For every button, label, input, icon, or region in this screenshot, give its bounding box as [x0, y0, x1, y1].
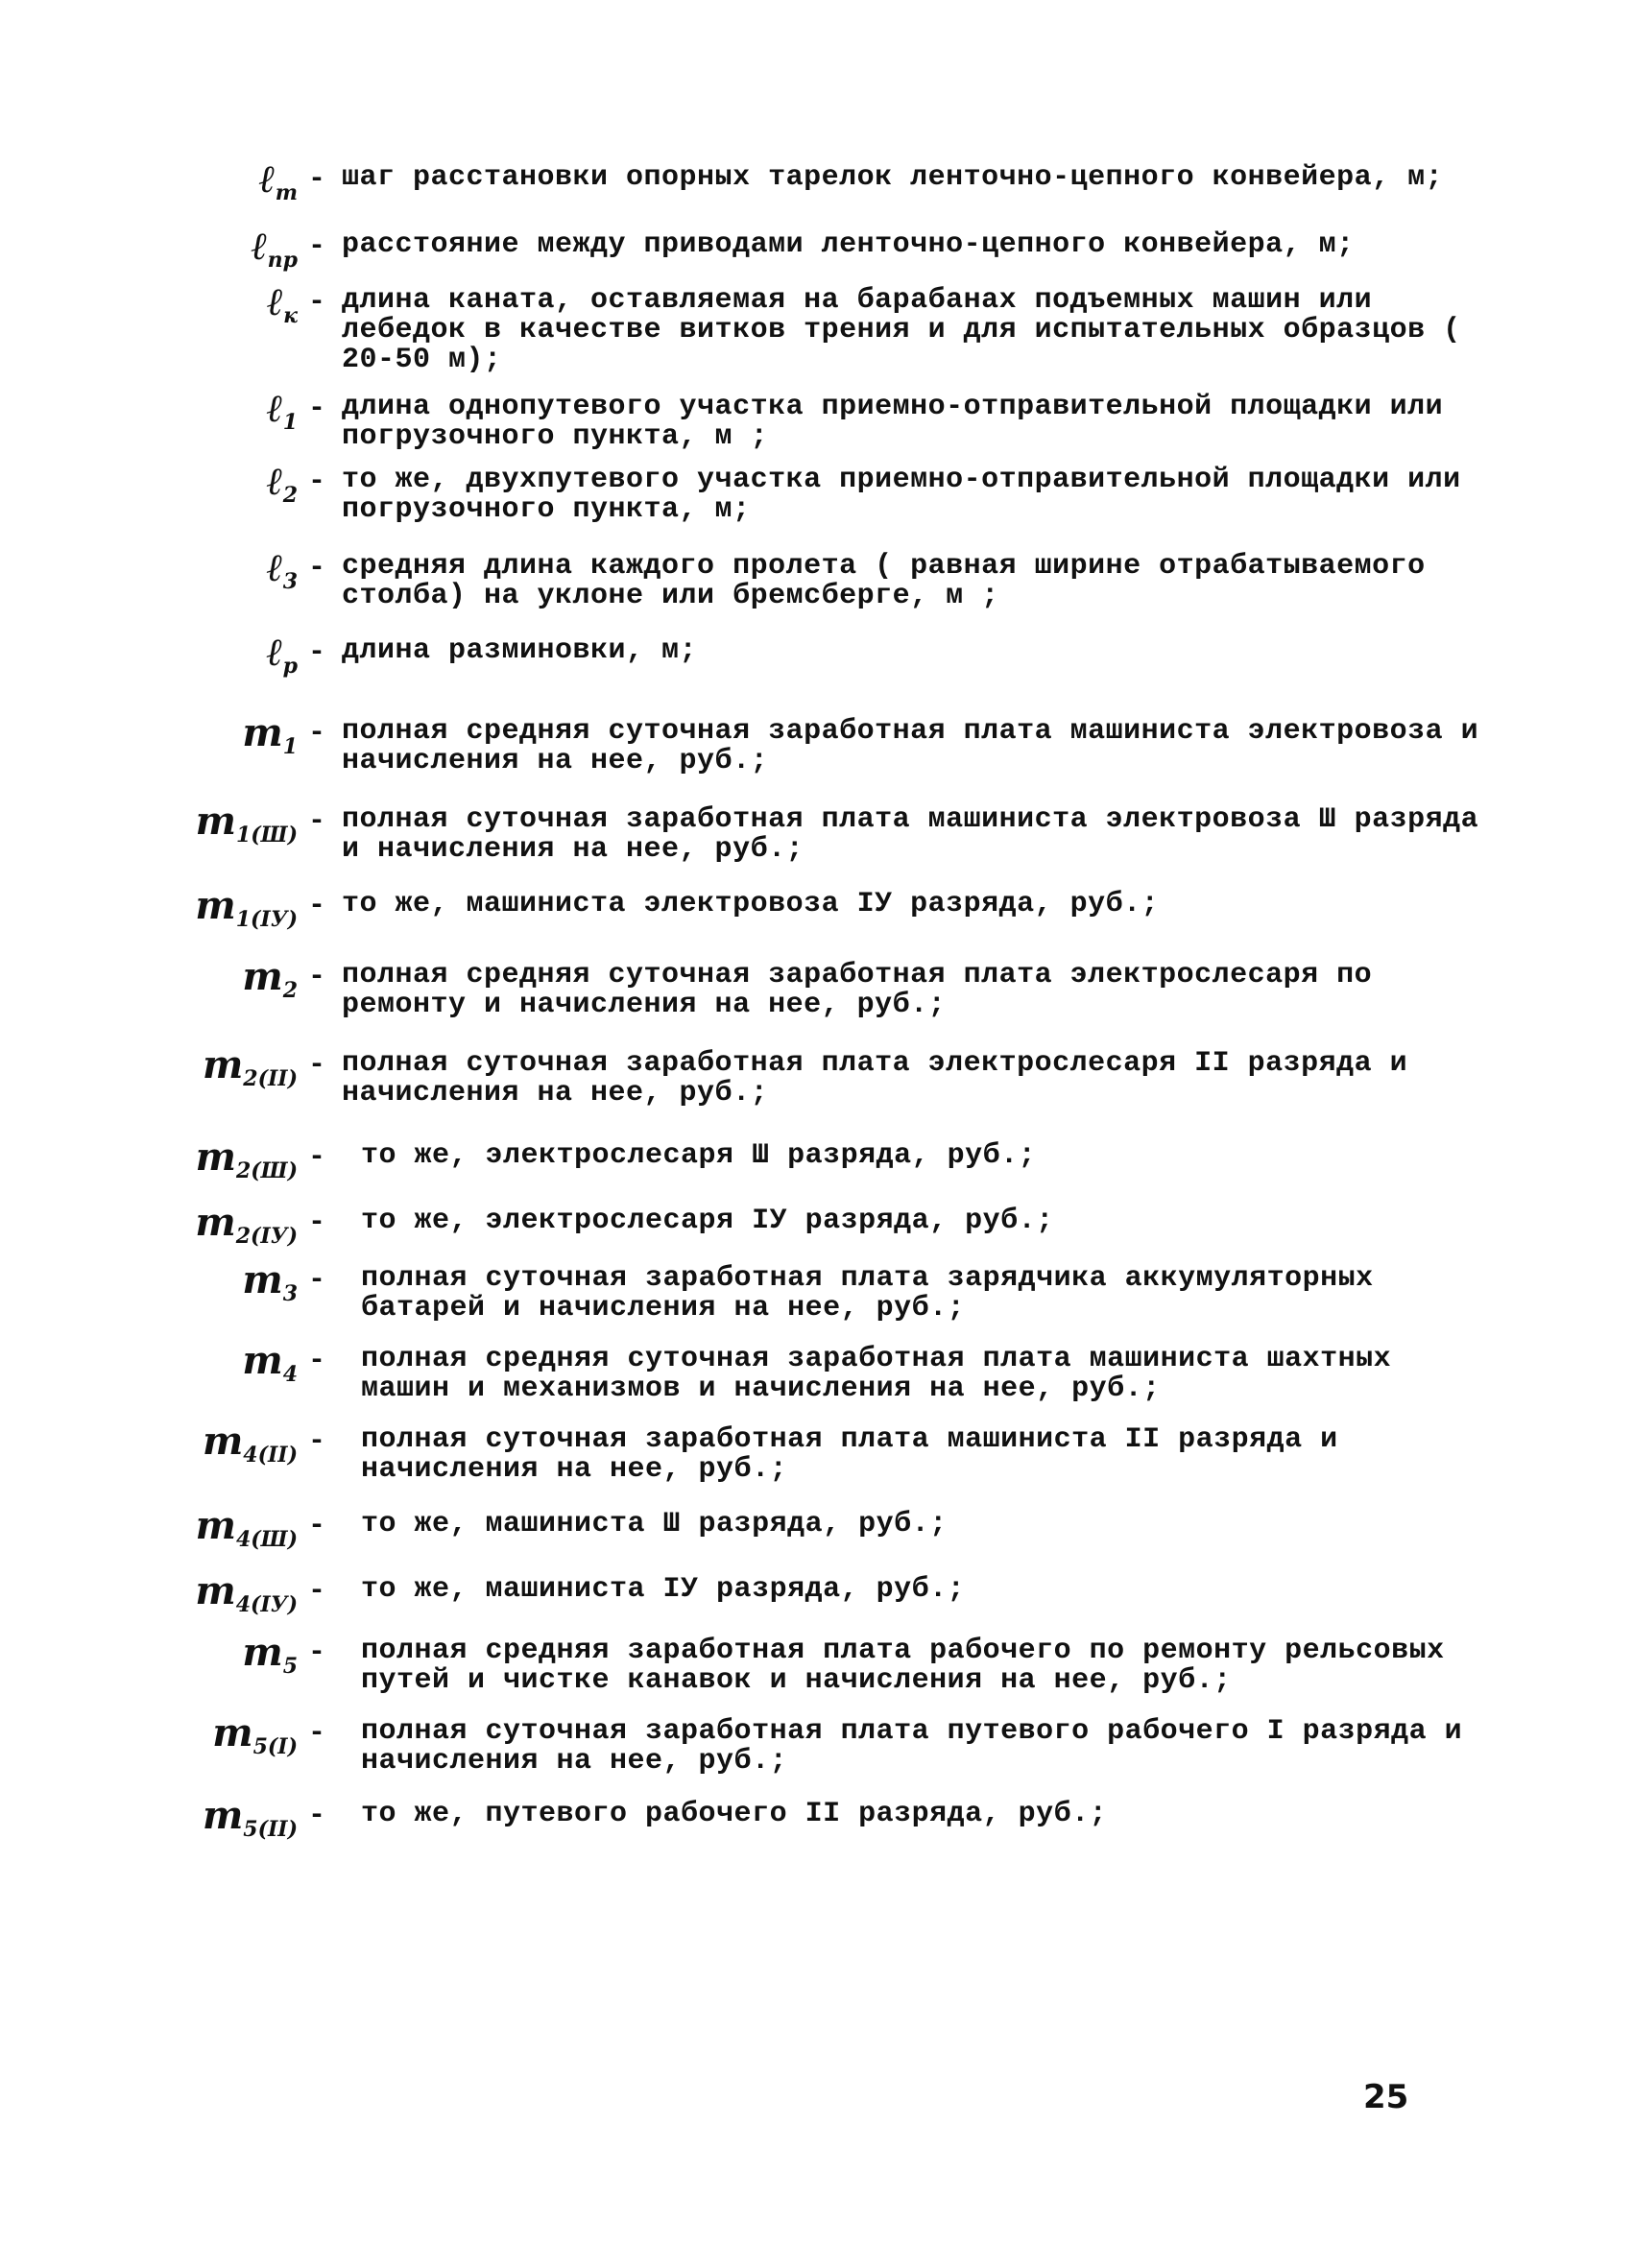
definition-text: полная суточная заработная плата путевого рабочего I разряда и начисления на нее, руб.; — [361, 1715, 1463, 1778]
dash: - — [307, 636, 325, 669]
definition-entry — [192, 630, 1498, 682]
symbol: $m_3$ — [242, 1257, 298, 1306]
dash: - — [307, 1575, 325, 1608]
definition-entry — [192, 799, 1498, 866]
symbol: $m_1$ — [242, 710, 298, 759]
definition-text: полная средняя суточная заработная плата электрослесаря по ремонту и начисления на нее, руб.; — [342, 959, 1373, 1021]
dash: - — [307, 805, 325, 838]
definition-text: длина однопутевого участка приемно-отправительной площадки или погрузочного пункта, м ; — [342, 391, 1444, 453]
definition-text: то же, двухпутевого участка приемно-отправительной площадки или погрузочного пункта, м; — [342, 464, 1461, 526]
symbol: $m_{1(Ш)}$ — [195, 799, 298, 848]
symbol: $m_2$ — [242, 954, 298, 1003]
symbol: ℓ$_{пр}$ — [251, 224, 298, 273]
symbol: ℓ$_1$ — [266, 386, 298, 435]
definition-text: длина разминовки, м; — [342, 634, 698, 667]
definition-entry — [192, 1042, 1498, 1110]
definition-text: длина каната, оставляемая на барабанах подъемных машин или лебедок в качестве витков трения и для испытательных образцов ( 20-50 м); — [342, 284, 1461, 376]
dash: - — [307, 717, 325, 750]
dash: - — [307, 1800, 325, 1832]
definition-entry — [192, 1793, 1498, 1846]
definition-text: полная средняя суточная заработная плата машиниста шахтных машин и механизмов и начисления на нее, руб.; — [361, 1343, 1392, 1405]
definition-text: полная суточная заработная плата электрослесаря II разряда и начисления на нее, руб.; — [342, 1047, 1408, 1110]
symbol: $m_4$ — [242, 1338, 298, 1387]
symbol: ℓ$_m$ — [258, 156, 298, 205]
definition-entry — [192, 545, 1498, 612]
definition-text: то же, машиниста электровоза IУ разряда, руб.; — [342, 888, 1160, 920]
definition-entry — [192, 459, 1498, 526]
dash: - — [307, 1049, 325, 1082]
definition-text: то же, машиниста IУ разряда, руб.; — [361, 1573, 966, 1606]
symbol: $m_{4(Ш)}$ — [195, 1503, 298, 1552]
definition-text: полная средняя суточная заработная плата машиниста электровоза и начисления на нее, руб.; — [342, 715, 1479, 777]
symbol: $m_{2(IУ)}$ — [195, 1200, 298, 1249]
definition-entry — [192, 156, 1498, 209]
definition-text: то же, электрослесаря IУ разряда, руб.; — [361, 1205, 1054, 1237]
dash: - — [307, 890, 325, 922]
page-number: 25 — [1363, 2078, 1409, 2116]
dash: - — [307, 230, 325, 263]
dash: - — [307, 1510, 325, 1542]
symbol: $m_{1(IУ)}$ — [195, 883, 298, 932]
symbol: $m_{2(II)}$ — [202, 1042, 298, 1091]
definition-entry — [192, 1568, 1498, 1621]
dash: - — [307, 552, 325, 585]
dash: - — [307, 1717, 325, 1750]
symbol: ℓ$_к$ — [267, 279, 298, 328]
definition-entry — [192, 710, 1498, 777]
definition-text: то же, электрослесаря Ш разряда, руб.; — [361, 1139, 1037, 1172]
definition-text: полная суточная заработная плата зарядчика аккумуляторных батарей и начисления на нее, руб.; — [361, 1262, 1374, 1325]
dash: - — [307, 163, 325, 196]
dash: - — [307, 1636, 325, 1669]
definition-text: расстояние между приводами ленточно-цепного конвейера, м; — [342, 228, 1355, 261]
definition-text: полная суточная заработная плата машиниста электровоза Ш разряда и начисления на нее, руб.; — [342, 803, 1479, 866]
dash: - — [307, 1425, 325, 1458]
definition-text: полная суточная заработная плата машиниста II разряда и начисления на нее, руб.; — [361, 1423, 1338, 1486]
dash: - — [307, 1141, 325, 1174]
definition-entry — [192, 1134, 1498, 1187]
definition-entry — [192, 954, 1498, 1021]
symbol: $m_5$ — [242, 1630, 298, 1679]
definition-text: то же, путевого рабочего II разряда, руб.; — [361, 1798, 1108, 1830]
dash: - — [307, 1345, 325, 1377]
definition-entry — [192, 1338, 1498, 1405]
definitions-list — [192, 156, 1498, 1846]
dash: - — [307, 1206, 325, 1239]
dash: - — [307, 1264, 325, 1297]
symbol: $m_{5(I)}$ — [212, 1710, 298, 1759]
definition-entry — [192, 224, 1498, 276]
definition-entry — [192, 1200, 1498, 1253]
symbol: $m_{5(II)}$ — [202, 1793, 298, 1842]
dash: - — [307, 393, 325, 425]
symbol: ℓ$_3$ — [266, 545, 298, 594]
definition-entry — [192, 386, 1498, 453]
definition-entry — [192, 1710, 1498, 1778]
definition-text: средняя длина каждого пролета ( равная ширине отрабатываемого столба) на уклоне или бремсберге, м ; — [342, 550, 1426, 612]
symbol: $m_{2(Ш)}$ — [195, 1134, 298, 1183]
definition-entry — [192, 279, 1498, 376]
symbol: $m_{4(IУ)}$ — [195, 1568, 298, 1617]
definition-entry — [192, 1503, 1498, 1556]
definition-text: полная средняя заработная плата рабочего по ремонту рельсовых путей и чистке канавок и начисления на нее, руб.; — [361, 1635, 1445, 1697]
symbol: ℓ$_р$ — [266, 630, 298, 679]
dash: - — [307, 286, 325, 319]
definition-entry — [192, 1257, 1498, 1325]
definition-text: то же, машиниста Ш разряда, руб.; — [361, 1508, 948, 1540]
definition-text: шаг расстановки опорных тарелок ленточно-цепного конвейера, м; — [342, 161, 1444, 194]
definition-entry — [192, 1419, 1498, 1486]
definition-entry — [192, 883, 1498, 936]
dash: - — [307, 961, 325, 993]
definition-entry — [192, 1630, 1498, 1697]
symbol: $m_{4(II)}$ — [202, 1419, 298, 1468]
dash: - — [307, 466, 325, 498]
symbol: ℓ$_2$ — [266, 459, 298, 508]
